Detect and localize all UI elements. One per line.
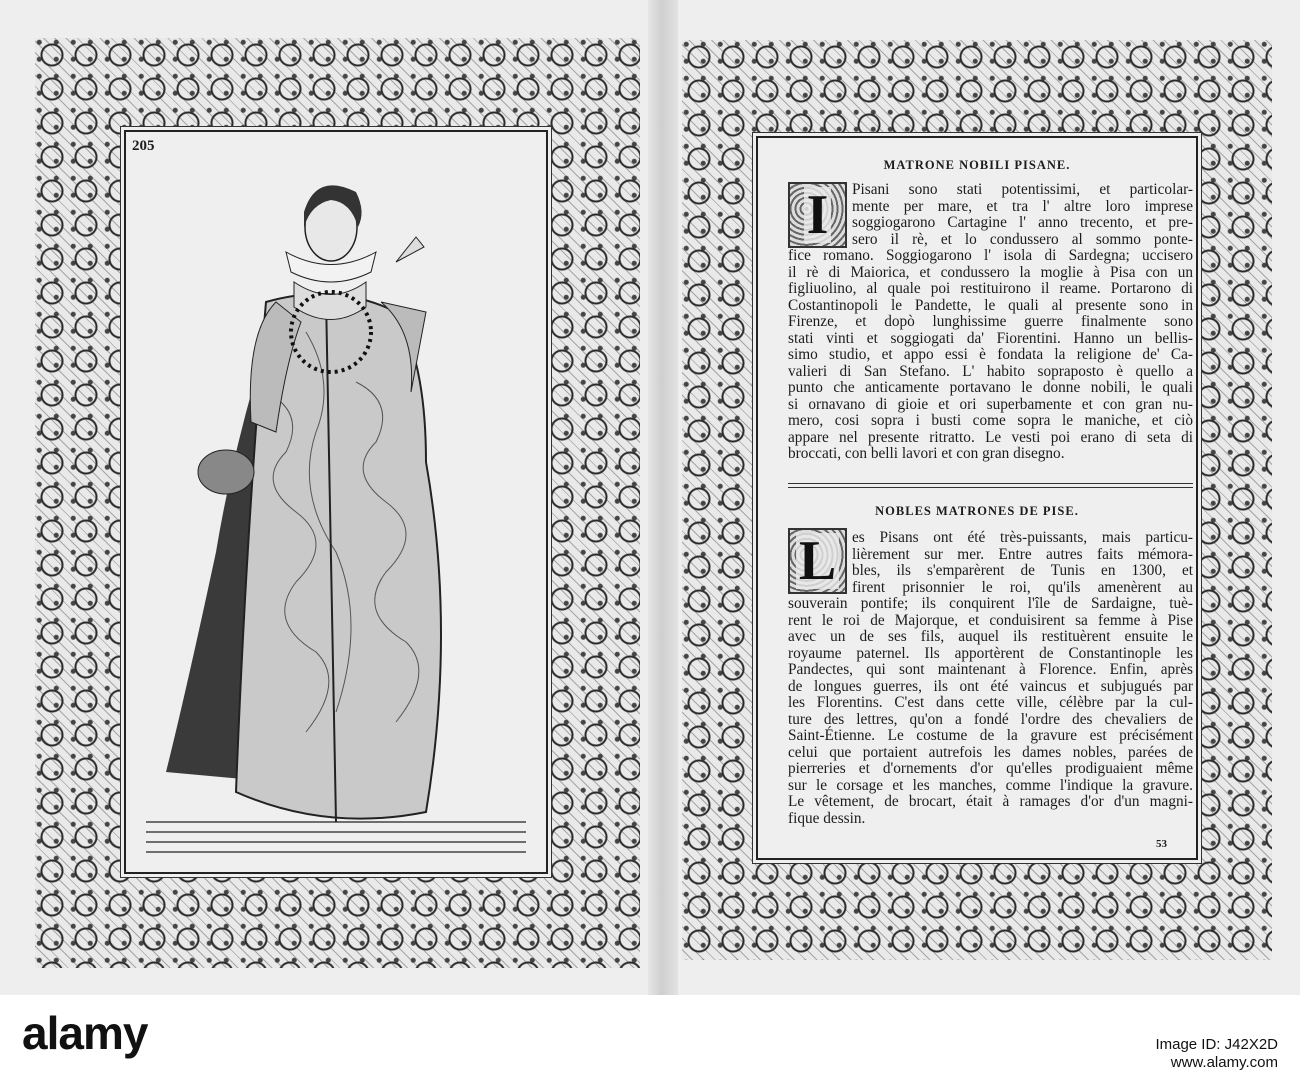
text-line: mente per mare, et tra l' altre loro imprese bbox=[852, 197, 1193, 215]
left-page-number: 205 bbox=[132, 138, 155, 154]
text-line: fique dessin. bbox=[788, 809, 866, 827]
text-line: sur le corsage et les manches, comme l'indique la gravure. bbox=[788, 776, 1193, 794]
text-line: punto che anticamente portavano le donne nobili, le quali bbox=[788, 379, 1193, 396]
text-line: rent le roi de Majorque, et conduisirent sa femme à Pise bbox=[788, 611, 1193, 629]
text-line: Costantinopoli le Pandette, le quali al presente sono in bbox=[788, 296, 1193, 314]
text-line: mero, cosi sopra i busti come sopra le maniche, et ciò bbox=[788, 412, 1193, 429]
text-line: appare nel presente ritratto. Le vesti poi erano di seta di bbox=[788, 428, 1193, 446]
text-line: Pandectes, qui sont maintenant à Florence. Enfin, après bbox=[788, 661, 1193, 678]
alamy-logo: alamy bbox=[22, 1007, 148, 1059]
right-page-frame bbox=[756, 136, 1198, 860]
text-line: bles, ils s'emparèrent de Tunis en 1300, et bbox=[852, 562, 1193, 579]
noblewoman-engraving bbox=[126, 132, 546, 872]
french-paragraph bbox=[788, 530, 1193, 827]
text-line: fice romano. Soggiogarono l' isola di Sardegna; uccisero bbox=[788, 247, 1193, 264]
text-line: firent prisonnier le roi, qu'ils amenèrent au bbox=[852, 578, 1193, 596]
text-line: les Florentins. C'est dans cette ville, célèbre par la cul- bbox=[788, 694, 1193, 711]
text-line: avec un de ses fils, auquel ils restituèrent ensuite le bbox=[788, 628, 1193, 645]
text-line: simo studio, et appo essi è fondata la religione de' Ca- bbox=[788, 346, 1193, 363]
book-gutter bbox=[648, 0, 678, 995]
text-line: stati vinti et soggiogati da' Fiorentini. Hanno un bellis- bbox=[788, 329, 1193, 347]
right-page-number: 53 bbox=[1156, 838, 1167, 850]
text-line: souverain pontife; ils conquirent l'île de Sardaigne, tuè- bbox=[788, 595, 1193, 612]
text-line: Pisani sono stati potentissimi, et particolar- bbox=[852, 181, 1193, 198]
drop-cap-letter: L bbox=[796, 533, 839, 589]
text-line: pierreries et d'ornements d'or qu'elles prodiguaient même bbox=[788, 760, 1193, 777]
text-line: broccati, con belli lavori et con gran disegno. bbox=[788, 445, 1065, 462]
image-id: Image ID: J42X2D bbox=[1155, 1036, 1278, 1053]
text-line: sero il rè, et lo condussero al sommo ponte- bbox=[852, 230, 1193, 248]
french-title: NOBLES MATRONES DE PISE. bbox=[875, 504, 1079, 518]
stock-footer bbox=[0, 995, 1300, 1084]
ornamental-divider bbox=[788, 483, 1193, 488]
image-id-block bbox=[1155, 1036, 1278, 1072]
text-line: ture des lettres, qu'on a fondé l'ordre des chevaliers de bbox=[788, 710, 1193, 728]
text-line: figliuolino, al quale poi restituirono il reame. Portarono di bbox=[788, 280, 1193, 297]
text-line: Firenze, et dopò lunghissime guerre finalmente sono bbox=[788, 313, 1193, 330]
italian-title: MATRONE NOBILI PISANE. bbox=[883, 158, 1071, 172]
text-line: soggiogarono Cartagine l' anno trecento, et pre- bbox=[852, 214, 1193, 231]
text-line: royaume paternel. Ils apportèrent de Constantinople les bbox=[788, 644, 1193, 662]
text-line: Saint-Étienne. Le costume de la gravure est précisément bbox=[788, 727, 1193, 744]
text-line: Le vêtement, de brocart, était à ramages d'or d'un magni- bbox=[788, 793, 1193, 810]
text-line: il rè di Maiorica, et condussero la moglie à Pisa con un bbox=[788, 263, 1193, 281]
text-line: si ornavano di gioie et ori superbamente et con gran nu- bbox=[788, 395, 1193, 413]
text-line: celui que portaient autrefois les dames nobles, parées de bbox=[788, 743, 1193, 761]
italian-paragraph bbox=[788, 182, 1193, 463]
left-page-frame bbox=[124, 130, 548, 874]
image-url: www.alamy.com bbox=[1170, 1054, 1278, 1071]
text-line: de longues guerres, ils ont été vaincus et subjugués par bbox=[788, 677, 1193, 695]
drop-cap-letter: I bbox=[804, 187, 832, 243]
text-line: es Pisans ont été très-puissants, mais particu- bbox=[852, 529, 1193, 546]
text-line: lièrement sur mer. Entre autres faits mémora- bbox=[852, 545, 1193, 563]
text-line: valieri di San Stefano. L' habito sopraposto è quello a bbox=[788, 362, 1193, 380]
